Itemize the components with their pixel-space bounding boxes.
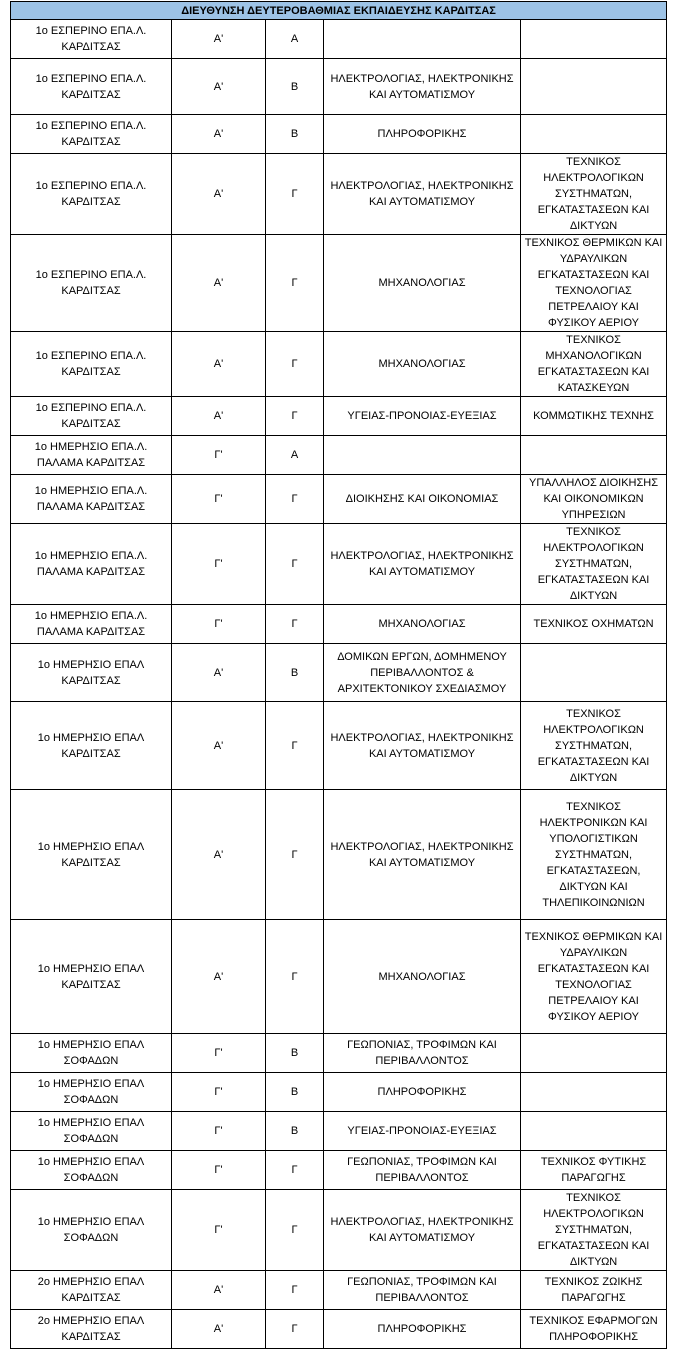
table-row: [11, 702, 667, 790]
grade-cell: Γ: [266, 1190, 324, 1271]
specialty-cell: ΤΕΧΝΙΚΟΣ ΜΗΧΑΝΟΛΟΓΙΚΩΝ ΕΓΚΑΤΑΣΤΑΣΕΩΝ ΚΑΙ ΚΑΤΑΣΚΕΥΩΝ: [521, 332, 667, 397]
school-name-cell: 2ο ΗΜΕΡΗΣΙΟ ΕΠΑΛ ΚΑΡΔΙΤΣΑΣ: [11, 1310, 172, 1349]
class-cell: Α': [172, 920, 266, 1034]
specialty-cell: [521, 59, 667, 115]
sector-cell: ΠΛΗΡΟΦΟΡΙΚΗΣ: [324, 115, 521, 154]
class-cell: Γ': [172, 1190, 266, 1271]
table-row: [11, 115, 667, 154]
school-name-cell: 1ο ΗΜΕΡΗΣΙΟ ΕΠΑ.Λ. ΠΑΛΑΜΑ ΚΑΡΔΙΤΣΑΣ: [11, 475, 172, 524]
grade-cell: Β: [266, 59, 324, 115]
sector-cell: ΓΕΩΠΟΝΙΑΣ, ΤΡΟΦΙΜΩΝ ΚΑΙ ΠΕΡΙΒΑΛΛΟΝΤΟΣ: [324, 1151, 521, 1190]
sector-cell: ΜΗΧΑΝΟΛΟΓΙΑΣ: [324, 605, 521, 644]
sector-cell: ΜΗΧΑΝΟΛΟΓΙΑΣ: [324, 235, 521, 332]
class-cell: Α': [172, 1271, 266, 1310]
table-row: [11, 524, 667, 605]
grade-cell: Γ: [266, 154, 324, 235]
sector-cell: ΗΛΕΚΤΡΟΛΟΓΙΑΣ, ΗΛΕΚΤΡΟΝΙΚΗΣ ΚΑΙ ΑΥΤΟΜΑΤΙΣΜΟΥ: [324, 154, 521, 235]
table-row: [11, 20, 667, 59]
table-row: [11, 1034, 667, 1073]
specialty-cell: ΤΕΧΝΙΚΟΣ ΗΛΕΚΤΡΟΛΟΓΙΚΩΝ ΣΥΣΤΗΜΑΤΩΝ, ΕΓΚΑΤΑΣΤΑΣΕΩΝ ΚΑΙ ΔΙΚΤΥΩΝ: [521, 524, 667, 605]
specialty-cell: [521, 436, 667, 475]
specialty-cell: [521, 1073, 667, 1112]
specialty-cell: [521, 644, 667, 702]
class-cell: Α': [172, 644, 266, 702]
specialty-cell: [521, 1034, 667, 1073]
table-row: [11, 475, 667, 524]
class-cell: Γ': [172, 605, 266, 644]
grade-cell: Β: [266, 644, 324, 702]
sector-cell: ΔΙΟΙΚΗΣΗΣ ΚΑΙ ΟΙΚΟΝΟΜΙΑΣ: [324, 475, 521, 524]
table-row: [11, 1271, 667, 1310]
specialty-cell: ΤΕΧΝΙΚΟΣ ΗΛΕΚΤΡΟΛΟΓΙΚΩΝ ΣΥΣΤΗΜΑΤΩΝ, ΕΓΚΑΤΑΣΤΑΣΕΩΝ ΚΑΙ ΔΙΚΤΥΩΝ: [521, 154, 667, 235]
specialty-cell: [521, 1112, 667, 1151]
school-name-cell: 1ο ΗΜΕΡΗΣΙΟ ΕΠΑΛ ΣΟΦΑΔΩΝ: [11, 1151, 172, 1190]
table-row: [11, 1151, 667, 1190]
specialty-cell: ΚΟΜΜΩΤΙΚΗΣ ΤΕΧΝΗΣ: [521, 397, 667, 436]
grade-cell: Β: [266, 1034, 324, 1073]
table-row: [11, 1112, 667, 1151]
sector-cell: ΗΛΕΚΤΡΟΛΟΓΙΑΣ, ΗΛΕΚΤΡΟΝΙΚΗΣ ΚΑΙ ΑΥΤΟΜΑΤΙΣΜΟΥ: [324, 524, 521, 605]
sector-cell: ΠΛΗΡΟΦΟΡΙΚΗΣ: [324, 1073, 521, 1112]
table-row: [11, 1310, 667, 1349]
school-name-cell: 1ο ΗΜΕΡΗΣΙΟ ΕΠΑΛ ΣΟΦΑΔΩΝ: [11, 1073, 172, 1112]
specialty-cell: ΥΠΑΛΛΗΛΟΣ ΔΙΟΙΚΗΣΗΣ ΚΑΙ ΟΙΚΟΝΟΜΙΚΩΝ ΥΠΗΡΕΣΙΩΝ: [521, 475, 667, 524]
sector-cell: ΓΕΩΠΟΝΙΑΣ, ΤΡΟΦΙΜΩΝ ΚΑΙ ΠΕΡΙΒΑΛΛΟΝΤΟΣ: [324, 1034, 521, 1073]
grade-cell: Β: [266, 1073, 324, 1112]
table-row: [11, 920, 667, 1034]
table-row: [11, 436, 667, 475]
class-cell: Γ': [172, 1034, 266, 1073]
grade-cell: Β: [266, 1112, 324, 1151]
school-name-cell: 1ο ΕΣΠΕΡΙΝΟ ΕΠΑ.Λ. ΚΑΡΔΙΤΣΑΣ: [11, 332, 172, 397]
grade-cell: Γ: [266, 605, 324, 644]
specialty-cell: ΤΕΧΝΙΚΟΣ ΟΧΗΜΑΤΩΝ: [521, 605, 667, 644]
grade-cell: Β: [266, 115, 324, 154]
table-row: [11, 1073, 667, 1112]
grade-cell: Γ: [266, 332, 324, 397]
class-cell: Γ': [172, 524, 266, 605]
specialty-cell: ΤΕΧΝΙΚΟΣ ΘΕΡΜΙΚΩΝ ΚΑΙ ΥΔΡΑΥΛΙΚΩΝ ΕΓΚΑΤΑΣΤΑΣΕΩΝ ΚΑΙ ΤΕΧΝΟΛΟΓΙΑΣ ΠΕΤΡΕΛΑΙΟΥ ΚΑΙ ΦΥΣΙΚΟΥ ΑΕΡΙΟΥ: [521, 920, 667, 1034]
table-row: [11, 332, 667, 397]
table-row: [11, 154, 667, 235]
specialty-cell: [521, 20, 667, 59]
table-row: [11, 790, 667, 920]
class-cell: Γ': [172, 475, 266, 524]
school-name-cell: 1ο ΕΣΠΕΡΙΝΟ ΕΠΑ.Λ. ΚΑΡΔΙΤΣΑΣ: [11, 235, 172, 332]
grade-cell: Γ: [266, 702, 324, 790]
class-cell: Γ': [172, 436, 266, 475]
school-name-cell: 1ο ΗΜΕΡΗΣΙΟ ΕΠΑ.Λ. ΠΑΛΑΜΑ ΚΑΡΔΙΤΣΑΣ: [11, 605, 172, 644]
school-name-cell: 1ο ΕΣΠΕΡΙΝΟ ΕΠΑ.Λ. ΚΑΡΔΙΤΣΑΣ: [11, 397, 172, 436]
sector-cell: ΔΟΜΙΚΩΝ ΕΡΓΩΝ, ΔΟΜΗΜΕΝΟΥ ΠΕΡΙΒΑΛΛΟΝΤΟΣ & ΑΡΧΙΤΕΚΤΟΝΙΚΟΥ ΣΧΕΔΙΑΣΜΟΥ: [324, 644, 521, 702]
table-header-row: [11, 2, 667, 20]
school-name-cell: 1ο ΕΣΠΕΡΙΝΟ ΕΠΑ.Λ. ΚΑΡΔΙΤΣΑΣ: [11, 59, 172, 115]
school-name-cell: 1ο ΗΜΕΡΗΣΙΟ ΕΠΑΛ ΚΑΡΔΙΤΣΑΣ: [11, 702, 172, 790]
grade-cell: Γ: [266, 475, 324, 524]
grade-cell: Γ: [266, 397, 324, 436]
class-cell: Α': [172, 154, 266, 235]
school-name-cell: 2ο ΗΜΕΡΗΣΙΟ ΕΠΑΛ ΚΑΡΔΙΤΣΑΣ: [11, 1271, 172, 1310]
sector-cell: ΗΛΕΚΤΡΟΛΟΓΙΑΣ, ΗΛΕΚΤΡΟΝΙΚΗΣ ΚΑΙ ΑΥΤΟΜΑΤΙΣΜΟΥ: [324, 59, 521, 115]
school-name-cell: 1ο ΗΜΕΡΗΣΙΟ ΕΠΑΛ ΣΟΦΑΔΩΝ: [11, 1112, 172, 1151]
sector-cell: ΥΓΕΙΑΣ-ΠΡΟΝΟΙΑΣ-ΕΥΕΞΙΑΣ: [324, 397, 521, 436]
school-name-cell: 1ο ΗΜΕΡΗΣΙΟ ΕΠΑΛ ΣΟΦΑΔΩΝ: [11, 1034, 172, 1073]
specialty-cell: ΤΕΧΝΙΚΟΣ ΦΥΤΙΚΗΣ ΠΑΡΑΓΩΓΗΣ: [521, 1151, 667, 1190]
table-row: [11, 1190, 667, 1271]
school-name-cell: 1ο ΗΜΕΡΗΣΙΟ ΕΠΑΛ ΚΑΡΔΙΤΣΑΣ: [11, 644, 172, 702]
specialty-cell: [521, 115, 667, 154]
specialty-cell: ΤΕΧΝΙΚΟΣ ΕΦΑΡΜΟΓΩΝ ΠΛΗΡΟΦΟΡΙΚΗΣ: [521, 1310, 667, 1349]
sector-cell: ΜΗΧΑΝΟΛΟΓΙΑΣ: [324, 332, 521, 397]
table-row: [11, 605, 667, 644]
specialty-cell: ΤΕΧΝΙΚΟΣ ΗΛΕΚΤΡΟΛΟΓΙΚΩΝ ΣΥΣΤΗΜΑΤΩΝ, ΕΓΚΑΤΑΣΤΑΣΕΩΝ ΚΑΙ ΔΙΚΤΥΩΝ: [521, 702, 667, 790]
grade-cell: Γ: [266, 235, 324, 332]
grade-cell: Γ: [266, 790, 324, 920]
table-row: [11, 397, 667, 436]
table-row: [11, 644, 667, 702]
specialty-cell: ΤΕΧΝΙΚΟΣ ΖΩΙΚΗΣ ΠΑΡΑΓΩΓΗΣ: [521, 1271, 667, 1310]
class-cell: Γ': [172, 1073, 266, 1112]
grade-cell: Γ: [266, 1310, 324, 1349]
school-sectors-table: [10, 1, 667, 1349]
school-name-cell: 1ο ΕΣΠΕΡΙΝΟ ΕΠΑ.Λ. ΚΑΡΔΙΤΣΑΣ: [11, 20, 172, 59]
sector-cell: ΗΛΕΚΤΡΟΛΟΓΙΑΣ, ΗΛΕΚΤΡΟΝΙΚΗΣ ΚΑΙ ΑΥΤΟΜΑΤΙΣΜΟΥ: [324, 702, 521, 790]
class-cell: Α': [172, 20, 266, 59]
sector-cell: ΜΗΧΑΝΟΛΟΓΙΑΣ: [324, 920, 521, 1034]
class-cell: Γ': [172, 1112, 266, 1151]
school-name-cell: 1ο ΗΜΕΡΗΣΙΟ ΕΠΑΛ ΚΑΡΔΙΤΣΑΣ: [11, 790, 172, 920]
grade-cell: Γ: [266, 1271, 324, 1310]
specialty-cell: ΤΕΧΝΙΚΟΣ ΘΕΡΜΙΚΩΝ ΚΑΙ ΥΔΡΑΥΛΙΚΩΝ ΕΓΚΑΤΑΣΤΑΣΕΩΝ ΚΑΙ ΤΕΧΝΟΛΟΓΙΑΣ ΠΕΤΡΕΛΑΙΟΥ ΚΑΙ ΦΥΣΙΚΟΥ ΑΕΡΙΟΥ: [521, 235, 667, 332]
sector-cell: ΗΛΕΚΤΡΟΛΟΓΙΑΣ, ΗΛΕΚΤΡΟΝΙΚΗΣ ΚΑΙ ΑΥΤΟΜΑΤΙΣΜΟΥ: [324, 790, 521, 920]
table-row: [11, 235, 667, 332]
sector-cell: ΥΓΕΙΑΣ-ΠΡΟΝΟΙΑΣ-ΕΥΕΞΙΑΣ: [324, 1112, 521, 1151]
class-cell: Α': [172, 115, 266, 154]
sector-cell: ΠΛΗΡΟΦΟΡΙΚΗΣ: [324, 1310, 521, 1349]
grade-cell: Γ: [266, 1151, 324, 1190]
grade-cell: Γ: [266, 524, 324, 605]
grade-cell: Α: [266, 20, 324, 59]
class-cell: Α': [172, 1310, 266, 1349]
table-title: ΔΙΕΥΘΥΝΣΗ ΔΕΥΤΕΡΟΒΑΘΜΙΑΣ ΕΚΠΑΙΔΕΥΣΗΣ ΚΑΡΔΙΤΣΑΣ: [11, 2, 667, 20]
school-name-cell: 1ο ΕΣΠΕΡΙΝΟ ΕΠΑ.Λ. ΚΑΡΔΙΤΣΑΣ: [11, 115, 172, 154]
class-cell: Α': [172, 59, 266, 115]
grade-cell: Α: [266, 436, 324, 475]
school-name-cell: 1ο ΗΜΕΡΗΣΙΟ ΕΠΑΛ ΚΑΡΔΙΤΣΑΣ: [11, 920, 172, 1034]
class-cell: Γ': [172, 1151, 266, 1190]
class-cell: Α': [172, 702, 266, 790]
table-row: [11, 59, 667, 115]
grade-cell: Γ: [266, 920, 324, 1034]
class-cell: Α': [172, 235, 266, 332]
school-name-cell: 1ο ΗΜΕΡΗΣΙΟ ΕΠΑ.Λ. ΠΑΛΑΜΑ ΚΑΡΔΙΤΣΑΣ: [11, 436, 172, 475]
sector-cell: [324, 436, 521, 475]
specialty-cell: ΤΕΧΝΙΚΟΣ ΗΛΕΚΤΡΟΛΟΓΙΚΩΝ ΣΥΣΤΗΜΑΤΩΝ, ΕΓΚΑΤΑΣΤΑΣΕΩΝ ΚΑΙ ΔΙΚΤΥΩΝ: [521, 1190, 667, 1271]
table-body: [11, 20, 667, 1349]
class-cell: Α': [172, 332, 266, 397]
class-cell: Α': [172, 397, 266, 436]
class-cell: Α': [172, 790, 266, 920]
school-name-cell: 1ο ΕΣΠΕΡΙΝΟ ΕΠΑ.Λ. ΚΑΡΔΙΤΣΑΣ: [11, 154, 172, 235]
school-name-cell: 1ο ΗΜΕΡΗΣΙΟ ΕΠΑΛ ΣΟΦΑΔΩΝ: [11, 1190, 172, 1271]
specialty-cell: ΤΕΧΝΙΚΟΣ ΗΛΕΚΤΡΟΝΙΚΩΝ ΚΑΙ ΥΠΟΛΟΓΙΣΤΙΚΩΝ ΣΥΣΤΗΜΑΤΩΝ, ΕΓΚΑΤΑΣΤΑΣΕΩΝ, ΔΙΚΤΥΩΝ ΚΑΙ ΤΗΛΕΠΙΚΟΙΝΩΝΙΩΝ: [521, 790, 667, 920]
sector-cell: ΗΛΕΚΤΡΟΛΟΓΙΑΣ, ΗΛΕΚΤΡΟΝΙΚΗΣ ΚΑΙ ΑΥΤΟΜΑΤΙΣΜΟΥ: [324, 1190, 521, 1271]
school-name-cell: 1ο ΗΜΕΡΗΣΙΟ ΕΠΑ.Λ. ΠΑΛΑΜΑ ΚΑΡΔΙΤΣΑΣ: [11, 524, 172, 605]
sector-cell: ΓΕΩΠΟΝΙΑΣ, ΤΡΟΦΙΜΩΝ ΚΑΙ ΠΕΡΙΒΑΛΛΟΝΤΟΣ: [324, 1271, 521, 1310]
sector-cell: [324, 20, 521, 59]
